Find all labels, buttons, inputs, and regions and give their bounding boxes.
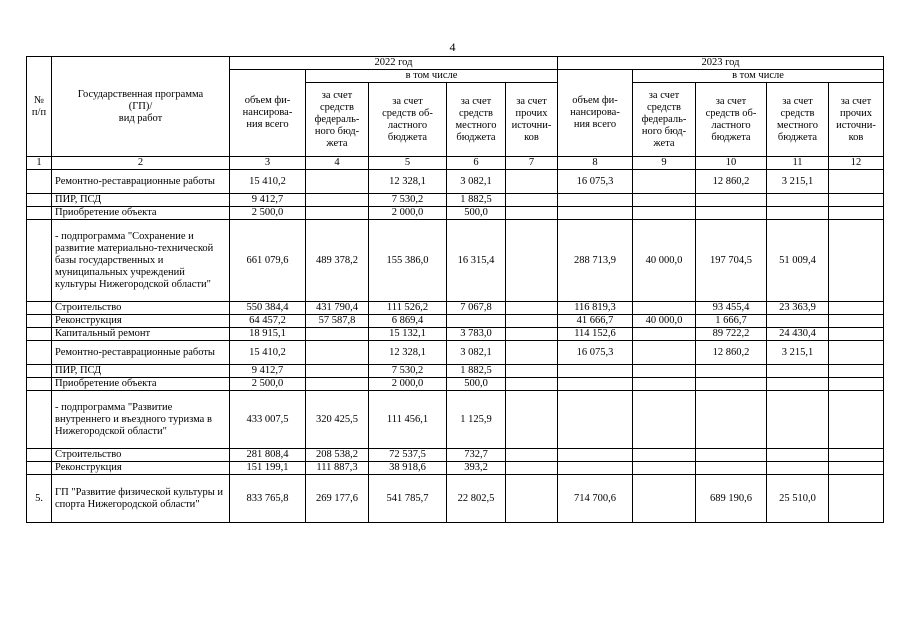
column-number: 11 — [767, 157, 829, 170]
column-number: 4 — [306, 157, 369, 170]
amount-cell — [633, 207, 696, 220]
work-type-name: Приобретение объекта — [52, 207, 230, 220]
amount-cell — [829, 341, 884, 365]
amount-cell: 72 537,5 — [369, 449, 447, 462]
amount-cell: 151 199,1 — [230, 462, 306, 475]
header-incl-2023: в том числе — [633, 70, 884, 83]
table-row — [27, 194, 884, 207]
row-number — [27, 341, 52, 365]
amount-cell: 833 765,8 — [230, 475, 306, 523]
amount-cell — [696, 391, 767, 449]
amount-cell: 40 000,0 — [633, 220, 696, 302]
amount-cell: 57 587,8 — [306, 315, 369, 328]
amount-cell: 7 530,2 — [369, 194, 447, 207]
header-local-2023: за счет средств местного бюджета — [767, 83, 829, 157]
table-row — [27, 475, 884, 523]
row-number — [27, 378, 52, 391]
work-type-name: ПИР, ПСД — [52, 194, 230, 207]
table-row — [27, 449, 884, 462]
amount-cell: 9 412,7 — [230, 194, 306, 207]
financing-table — [26, 56, 884, 523]
amount-cell: 431 790,4 — [306, 302, 369, 315]
amount-cell — [829, 194, 884, 207]
amount-cell: 281 808,4 — [230, 449, 306, 462]
row-number — [27, 391, 52, 449]
amount-cell: 3 082,1 — [447, 170, 506, 194]
work-type-name: Капитальный ремонт — [52, 328, 230, 341]
table-row — [27, 220, 884, 302]
amount-cell: 661 079,6 — [230, 220, 306, 302]
amount-cell — [447, 315, 506, 328]
amount-cell: 15 410,2 — [230, 170, 306, 194]
amount-cell: 38 918,6 — [369, 462, 447, 475]
column-number: 2 — [52, 157, 230, 170]
header-incl-2022: в том числе — [306, 70, 558, 83]
amount-cell: 1 882,5 — [447, 194, 506, 207]
amount-cell: 500,0 — [447, 378, 506, 391]
row-number — [27, 449, 52, 462]
amount-cell — [633, 449, 696, 462]
amount-cell: 111 526,2 — [369, 302, 447, 315]
row-number: 5. — [27, 475, 52, 523]
header-no: № п/п — [27, 57, 52, 157]
amount-cell: 320 425,5 — [306, 391, 369, 449]
header-other-2022: за счет прочих источни- ков — [506, 83, 558, 157]
column-number: 5 — [369, 157, 447, 170]
amount-cell — [633, 302, 696, 315]
amount-cell: 116 819,3 — [558, 302, 633, 315]
work-type-name: Строительство — [52, 302, 230, 315]
column-number: 1 — [27, 157, 52, 170]
work-type-name: - подпрограмма "Развитие внутреннего и въездного туризма в Нижегородской области" — [52, 391, 230, 449]
header-federal-2022: за счет средств федераль- ного бюд- жета — [306, 83, 369, 157]
amount-cell — [506, 207, 558, 220]
amount-cell: 2 500,0 — [230, 207, 306, 220]
amount-cell: 9 412,7 — [230, 365, 306, 378]
amount-cell: 15 410,2 — [230, 341, 306, 365]
amount-cell — [633, 328, 696, 341]
work-type-name: - подпрограмма "Сохранение и развитие материально-технической базы государственных и муниципальных учреждений культуры Нижегородской области" — [52, 220, 230, 302]
amount-cell: 22 802,5 — [447, 475, 506, 523]
amount-cell: 40 000,0 — [633, 315, 696, 328]
table-row — [27, 207, 884, 220]
amount-cell — [829, 391, 884, 449]
column-number: 12 — [829, 157, 884, 170]
table-row — [27, 391, 884, 449]
amount-cell: 7 530,2 — [369, 365, 447, 378]
row-number — [27, 365, 52, 378]
amount-cell: 12 860,2 — [696, 170, 767, 194]
amount-cell — [696, 449, 767, 462]
amount-cell: 1 882,5 — [447, 365, 506, 378]
amount-cell — [829, 365, 884, 378]
row-number — [27, 302, 52, 315]
amount-cell: 269 177,6 — [306, 475, 369, 523]
table-row — [27, 328, 884, 341]
amount-cell: 1 125,9 — [447, 391, 506, 449]
amount-cell — [558, 391, 633, 449]
amount-cell — [306, 194, 369, 207]
amount-cell — [829, 378, 884, 391]
amount-cell — [829, 170, 884, 194]
header-local-2022: за счет средств местного бюджета — [447, 83, 506, 157]
amount-cell: 500,0 — [447, 207, 506, 220]
amount-cell — [506, 449, 558, 462]
header-total-2023: объем фи- нансирова- ния всего — [558, 70, 633, 157]
header-year-2023: 2023 год — [558, 57, 884, 70]
work-type-name: Ремонтно-реставрационные работы — [52, 170, 230, 194]
amount-cell: 12 328,1 — [369, 341, 447, 365]
amount-cell — [506, 328, 558, 341]
amount-cell — [633, 391, 696, 449]
amount-cell: 23 363,9 — [767, 302, 829, 315]
amount-cell — [767, 207, 829, 220]
row-number — [27, 207, 52, 220]
amount-cell — [558, 378, 633, 391]
table-row — [27, 315, 884, 328]
table-row — [27, 170, 884, 194]
work-type-name: Реконструкция — [52, 315, 230, 328]
amount-cell — [829, 462, 884, 475]
amount-cell — [767, 365, 829, 378]
amount-cell — [558, 207, 633, 220]
amount-cell: 111 887,3 — [306, 462, 369, 475]
amount-cell — [767, 462, 829, 475]
amount-cell: 689 190,6 — [696, 475, 767, 523]
amount-cell: 41 666,7 — [558, 315, 633, 328]
amount-cell — [306, 378, 369, 391]
amount-cell — [506, 315, 558, 328]
amount-cell — [306, 365, 369, 378]
amount-cell: 12 328,1 — [369, 170, 447, 194]
column-number: 10 — [696, 157, 767, 170]
amount-cell: 3 082,1 — [447, 341, 506, 365]
work-type-name: ГП "Развитие физической культуры и спорта Нижегородской области" — [52, 475, 230, 523]
amount-cell: 64 457,2 — [230, 315, 306, 328]
row-number — [27, 194, 52, 207]
amount-cell: 51 009,4 — [767, 220, 829, 302]
amount-cell: 6 869,4 — [369, 315, 447, 328]
amount-cell — [633, 462, 696, 475]
amount-cell: 1 666,7 — [696, 315, 767, 328]
header-year-2022: 2022 год — [230, 57, 558, 70]
work-type-name: Ремонтно-реставрационные работы — [52, 341, 230, 365]
table-row — [27, 378, 884, 391]
amount-cell — [633, 475, 696, 523]
work-type-name: Приобретение объекта — [52, 378, 230, 391]
amount-cell: 18 915,1 — [230, 328, 306, 341]
row-number — [27, 315, 52, 328]
amount-cell: 714 700,6 — [558, 475, 633, 523]
amount-cell: 3 215,1 — [767, 170, 829, 194]
amount-cell — [506, 194, 558, 207]
amount-cell: 3 215,1 — [767, 341, 829, 365]
amount-cell — [506, 220, 558, 302]
table-row — [27, 365, 884, 378]
column-number: 3 — [230, 157, 306, 170]
amount-cell: 197 704,5 — [696, 220, 767, 302]
amount-cell — [306, 170, 369, 194]
amount-cell — [558, 194, 633, 207]
amount-cell: 2 000,0 — [369, 378, 447, 391]
amount-cell — [558, 449, 633, 462]
amount-cell — [696, 207, 767, 220]
amount-cell: 393,2 — [447, 462, 506, 475]
header-total-2022: объем фи- нансирова- ния всего — [230, 70, 306, 157]
amount-cell: 288 713,9 — [558, 220, 633, 302]
amount-cell: 732,7 — [447, 449, 506, 462]
amount-cell: 2 500,0 — [230, 378, 306, 391]
amount-cell: 111 456,1 — [369, 391, 447, 449]
table-row — [27, 341, 884, 365]
amount-cell: 89 722,2 — [696, 328, 767, 341]
amount-cell — [506, 475, 558, 523]
table-row — [27, 462, 884, 475]
amount-cell — [696, 462, 767, 475]
header-regional-2023: за счет средств об- ластного бюджета — [696, 83, 767, 157]
amount-cell — [506, 391, 558, 449]
amount-cell — [633, 365, 696, 378]
amount-cell — [829, 207, 884, 220]
amount-cell — [767, 194, 829, 207]
amount-cell — [633, 194, 696, 207]
work-type-name: ПИР, ПСД — [52, 365, 230, 378]
row-number — [27, 328, 52, 341]
amount-cell — [633, 341, 696, 365]
amount-cell: 16 075,3 — [558, 170, 633, 194]
amount-cell: 12 860,2 — [696, 341, 767, 365]
amount-cell: 541 785,7 — [369, 475, 447, 523]
table-row — [27, 302, 884, 315]
amount-cell — [506, 462, 558, 475]
amount-cell — [506, 170, 558, 194]
work-type-name: Реконструкция — [52, 462, 230, 475]
amount-cell: 489 378,2 — [306, 220, 369, 302]
amount-cell: 2 000,0 — [369, 207, 447, 220]
amount-cell — [767, 449, 829, 462]
amount-cell: 7 067,8 — [447, 302, 506, 315]
header-regional-2022: за счет средств об- ластного бюджета — [369, 83, 447, 157]
amount-cell — [829, 449, 884, 462]
amount-cell — [829, 315, 884, 328]
amount-cell: 16 315,4 — [447, 220, 506, 302]
row-number — [27, 170, 52, 194]
amount-cell — [506, 365, 558, 378]
amount-cell: 15 132,1 — [369, 328, 447, 341]
amount-cell: 155 386,0 — [369, 220, 447, 302]
amount-cell — [306, 341, 369, 365]
header-other-2023: за счет прочих источни- ков — [829, 83, 884, 157]
amount-cell — [696, 365, 767, 378]
amount-cell: 93 455,4 — [696, 302, 767, 315]
amount-cell — [633, 378, 696, 391]
amount-cell — [696, 194, 767, 207]
amount-cell — [506, 378, 558, 391]
amount-cell: 550 384,4 — [230, 302, 306, 315]
column-number: 8 — [558, 157, 633, 170]
amount-cell — [829, 220, 884, 302]
amount-cell — [506, 341, 558, 365]
amount-cell — [306, 328, 369, 341]
row-number — [27, 220, 52, 302]
column-number: 6 — [447, 157, 506, 170]
amount-cell — [829, 328, 884, 341]
amount-cell — [506, 302, 558, 315]
amount-cell: 433 007,5 — [230, 391, 306, 449]
row-number — [27, 462, 52, 475]
amount-cell — [829, 302, 884, 315]
page-number: 4 — [449, 40, 456, 54]
amount-cell — [558, 462, 633, 475]
amount-cell — [306, 207, 369, 220]
header-federal-2023: за счет средств федераль- ного бюд- жета — [633, 83, 696, 157]
amount-cell — [696, 378, 767, 391]
amount-cell: 114 152,6 — [558, 328, 633, 341]
column-number: 9 — [633, 157, 696, 170]
amount-cell: 25 510,0 — [767, 475, 829, 523]
work-type-name: Строительство — [52, 449, 230, 462]
amount-cell — [829, 475, 884, 523]
amount-cell: 24 430,4 — [767, 328, 829, 341]
amount-cell — [767, 315, 829, 328]
amount-cell: 3 783,0 — [447, 328, 506, 341]
amount-cell — [633, 170, 696, 194]
column-number: 7 — [506, 157, 558, 170]
amount-cell: 208 538,2 — [306, 449, 369, 462]
amount-cell — [767, 378, 829, 391]
amount-cell — [558, 365, 633, 378]
amount-cell: 16 075,3 — [558, 341, 633, 365]
header-program: Государственная программа (ГП)/ вид работ — [52, 57, 230, 157]
amount-cell — [767, 391, 829, 449]
